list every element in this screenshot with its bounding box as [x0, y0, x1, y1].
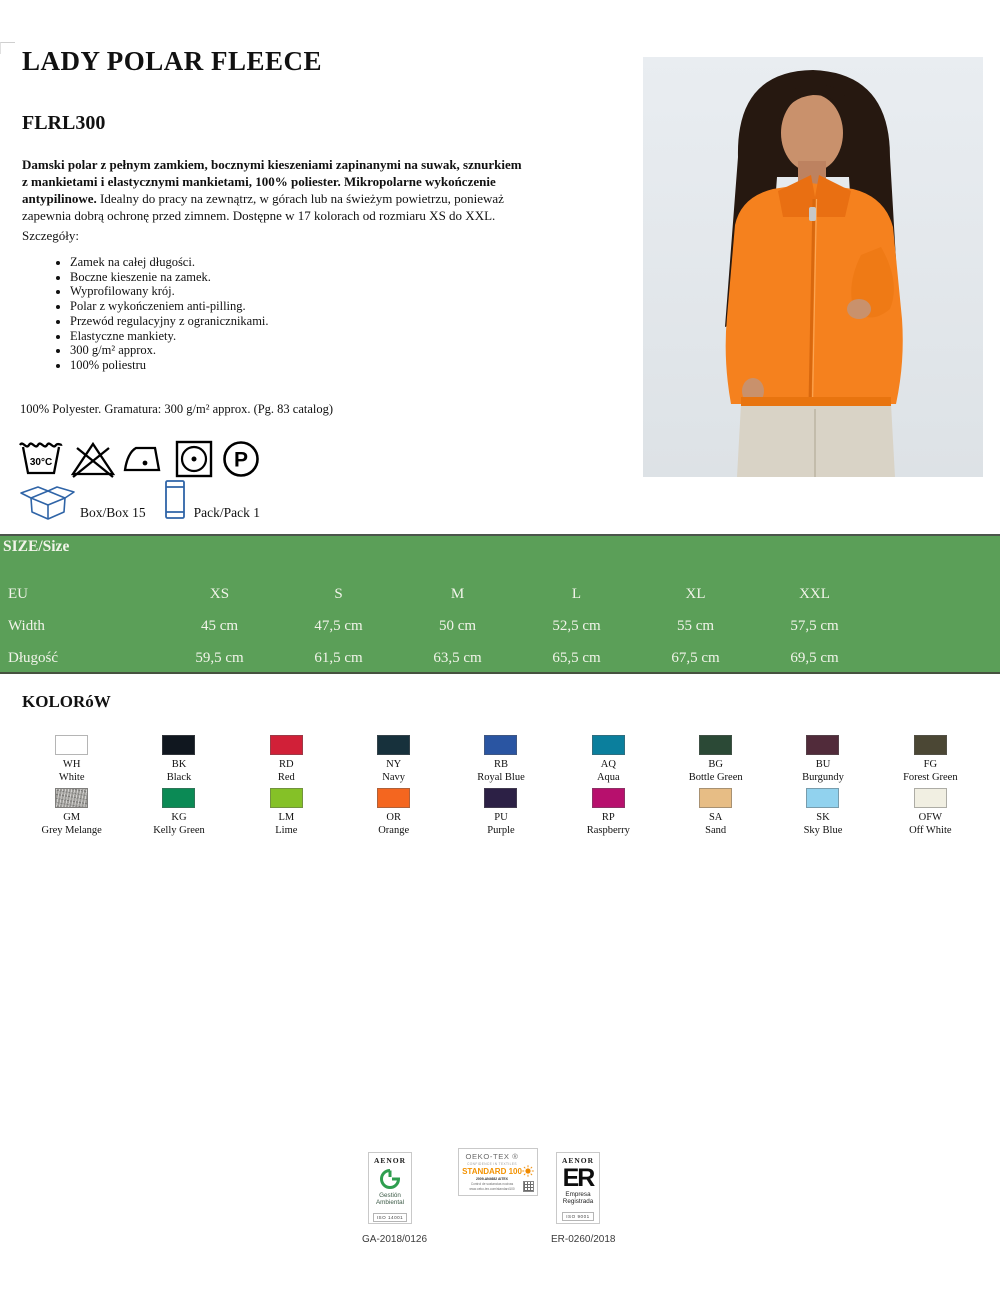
color-name: Kelly Green: [153, 824, 205, 836]
size-value-cell: 63,5 cm: [433, 649, 482, 666]
do-not-bleach-icon: [69, 437, 117, 479]
color-swatch: [914, 735, 947, 755]
size-row-label: Długość: [8, 649, 58, 666]
size-header-cell: M: [450, 585, 465, 602]
color-name: Lime: [275, 824, 298, 836]
color-name: Navy: [382, 771, 406, 783]
color-name: Red: [277, 771, 295, 783]
color-code: LM: [278, 812, 295, 823]
packaging-row: [18, 478, 260, 527]
fabric-note: 100% Polyester. Gramatura: 300 g/m² approx. (Pg. 83 catalog): [20, 402, 334, 416]
details-heading: Szczegóły:: [22, 228, 80, 243]
color-swatch: [162, 735, 195, 755]
size-length-row: [0, 642, 880, 674]
color-item: [555, 735, 662, 783]
size-width-row: [0, 610, 880, 642]
color-item: [125, 735, 232, 783]
color-item: [877, 735, 984, 783]
color-item: [662, 735, 769, 783]
color-swatch: [55, 735, 88, 755]
color-code: RD: [279, 759, 294, 770]
color-code: FG: [923, 759, 938, 770]
color-name: Grey Melange: [41, 824, 102, 836]
color-code: KG: [171, 812, 187, 823]
color-code: BU: [815, 759, 831, 770]
color-name: Purple: [487, 824, 515, 836]
color-name: Burgundy: [802, 771, 844, 783]
oeko-standard-label: STANDARD 100: [462, 1167, 522, 1176]
detail-item: • 100% poliestru: [70, 358, 269, 373]
aenor-ga-label-line2: Ambiental: [375, 1199, 404, 1206]
aenor-brand-label: AENOR: [561, 1156, 595, 1165]
oeko-tex-cert-badge: [458, 1148, 538, 1196]
color-item: [125, 788, 232, 836]
color-name: Off White: [909, 824, 952, 836]
size-value-cell: 50 cm: [438, 617, 477, 634]
iso-14001-label: ISO 14001: [373, 1213, 407, 1222]
care-symbols-row: [18, 437, 262, 479]
size-table-section: [0, 534, 1000, 674]
color-name: Royal Blue: [477, 771, 525, 783]
page-title: LADY POLAR FLEECE: [22, 46, 323, 76]
color-swatch: [55, 788, 88, 808]
color-code: RB: [493, 759, 508, 770]
color-swatch: [484, 735, 517, 755]
iron-one-dot-icon: [122, 437, 168, 479]
color-code: PU: [494, 812, 508, 823]
color-code: BG: [708, 759, 723, 770]
dry-clean-p-icon: [220, 437, 262, 479]
color-swatch: [592, 735, 625, 755]
oeko-sun-icon: [522, 1164, 534, 1182]
color-swatch: [592, 788, 625, 808]
color-item: [447, 788, 554, 836]
size-table-title: SIZE/Size: [3, 538, 70, 555]
color-code: SA: [708, 812, 723, 823]
size-header-cell: XXL: [799, 585, 830, 602]
color-code: SK: [816, 812, 830, 823]
size-value-cell: 69,5 cm: [790, 649, 839, 666]
color-swatch: [484, 788, 517, 808]
oeko-text-block: [461, 1152, 523, 1191]
color-item: [555, 788, 662, 836]
face: [781, 94, 843, 172]
description-regular: Idealny do pracy na zewnątrz, w górach lub na świeżym powietrzu, ponieważ zapewnia dobrą ochronę przed zimnem. Dostępne w 17 kolorach od rozmiaru XS do XXL.: [22, 191, 504, 223]
color-code: WH: [62, 759, 81, 770]
aenor-brand-label: AENOR: [373, 1156, 407, 1165]
color-swatch: [162, 788, 195, 808]
ga-certificate-code: GA-2018/0126: [362, 1234, 428, 1245]
aenor-registered-company-cert-badge: [556, 1152, 600, 1224]
size-value-cell: 47,5 cm: [314, 617, 363, 634]
oeko-info-line2: www.oeko-tex.com/standard100: [469, 1187, 515, 1191]
color-code: OFW: [918, 812, 942, 823]
color-name: Bottle Green: [688, 771, 743, 783]
aenor-er-monogram: ER: [562, 1164, 594, 1192]
size-value-cell: 61,5 cm: [314, 649, 363, 666]
pack-label: Pack/Pack 1: [193, 505, 261, 520]
svg-text:30°C: 30°C: [29, 457, 53, 468]
color-item: [233, 735, 340, 783]
size-table: [0, 578, 880, 674]
aenor-er-label-line2: Registrada: [562, 1198, 594, 1205]
size-row-label: Width: [8, 617, 45, 634]
color-swatch: [914, 788, 947, 808]
box-icon: [18, 478, 76, 527]
detail-item: • Zamek na całej długości.: [70, 255, 269, 270]
color-name: Sky Blue: [803, 824, 843, 836]
detail-item: • 300 g/m² approx.: [70, 343, 269, 358]
oeko-subtitle: CONFIDENCE IN TEXTILES: [467, 1162, 517, 1166]
detail-item: • Boczne kieszenie na zamek.: [70, 270, 269, 285]
size-value-cell: 59,5 cm: [195, 649, 244, 666]
oeko-info-line1: Control de sustancias nocivas: [470, 1182, 514, 1186]
color-item: [447, 735, 554, 783]
color-code: AQ: [600, 759, 616, 770]
color-name: Black: [166, 771, 192, 783]
color-item: [877, 788, 984, 836]
color-item: [340, 788, 447, 836]
oeko-cert-number: 2009-AN4682 AITEX: [476, 1177, 508, 1181]
size-header-cell: S: [334, 585, 343, 602]
color-code: NY: [386, 759, 402, 770]
color-item: [233, 788, 340, 836]
aenor-ga-logo-icon: [378, 1167, 402, 1191]
jacket-hem: [741, 397, 891, 406]
svg-text:P: P: [233, 448, 249, 472]
page-corner-mark: [0, 42, 15, 54]
pack-icon: [162, 478, 188, 527]
size-header-cell: L: [571, 585, 582, 602]
tumble-dry-icon: [173, 437, 215, 479]
detail-item: • Elastyczne mankiety.: [70, 329, 269, 344]
color-code: OR: [386, 812, 401, 823]
oeko-brand-label: OEKO-TEX ®: [465, 1152, 519, 1161]
description-bold: Damski polar z pełnym zamkiem, bocznymi kieszeniami zapinanymi na suwak, sznurkiem z mankietami i elastycznymi mankietami, 100% poliester. Mikropolarne wykończenie antypilinowe.: [22, 157, 522, 206]
color-code: BK: [171, 759, 187, 770]
product-description: [22, 156, 530, 224]
color-item: [18, 735, 125, 783]
product-photo: [643, 57, 983, 477]
size-header-cell: EU: [8, 585, 28, 602]
zipper-pull: [809, 207, 816, 221]
size-value-cell: 52,5 cm: [552, 617, 601, 634]
size-value-cell: 45 cm: [200, 617, 239, 634]
color-item: [662, 788, 769, 836]
color-grid: [18, 735, 984, 836]
color-swatch: [377, 788, 410, 808]
hand-right: [847, 299, 871, 319]
aenor-er-label-line1: Empresa: [565, 1191, 591, 1198]
product-code: FLRL300: [22, 112, 106, 134]
color-swatch: [806, 735, 839, 755]
size-value-cell: 55 cm: [676, 617, 715, 634]
detail-item: • Polar z wykończeniem anti-pilling.: [70, 299, 269, 314]
color-swatch: [699, 735, 732, 755]
color-code: RP: [601, 812, 615, 823]
size-header-row: [0, 578, 880, 610]
color-swatch: [270, 788, 303, 808]
size-header-cell: XL: [685, 585, 706, 602]
size-value-cell: 65,5 cm: [552, 649, 601, 666]
box-label: Box/Box 15: [80, 505, 146, 520]
details-list: [70, 255, 269, 373]
size-value-cell: 57,5 cm: [790, 617, 839, 634]
er-certificate-code: ER-0260/2018: [551, 1234, 616, 1245]
detail-item: • Przewód regulacyjny z ogranicznikami.: [70, 314, 269, 329]
color-item: [18, 788, 125, 836]
detail-item: • Wyprofilowany krój.: [70, 284, 269, 299]
color-name: Raspberry: [586, 824, 630, 836]
color-code: GM: [63, 812, 81, 823]
color-swatch: [377, 735, 410, 755]
color-swatch: [270, 735, 303, 755]
size-header-cell: XS: [209, 585, 230, 602]
color-name: Aqua: [596, 771, 620, 783]
wash-30c-icon: [18, 437, 64, 479]
color-name: Forest Green: [903, 771, 958, 783]
size-value-cell: 67,5 cm: [671, 649, 720, 666]
color-swatch: [699, 788, 732, 808]
color-item: [340, 735, 447, 783]
aenor-ga-label-line1: Gestión: [379, 1192, 401, 1199]
color-name: White: [58, 771, 85, 783]
iso-9001-label: ISO 9001: [562, 1212, 593, 1221]
color-name: Orange: [378, 824, 410, 836]
oeko-qr-code: [523, 1181, 534, 1192]
aenor-environmental-cert-badge: [368, 1152, 412, 1224]
color-swatch: [806, 788, 839, 808]
color-item: [769, 735, 876, 783]
color-name: Sand: [705, 824, 727, 836]
colors-heading: KOLORóW: [22, 692, 111, 711]
color-item: [769, 788, 876, 836]
